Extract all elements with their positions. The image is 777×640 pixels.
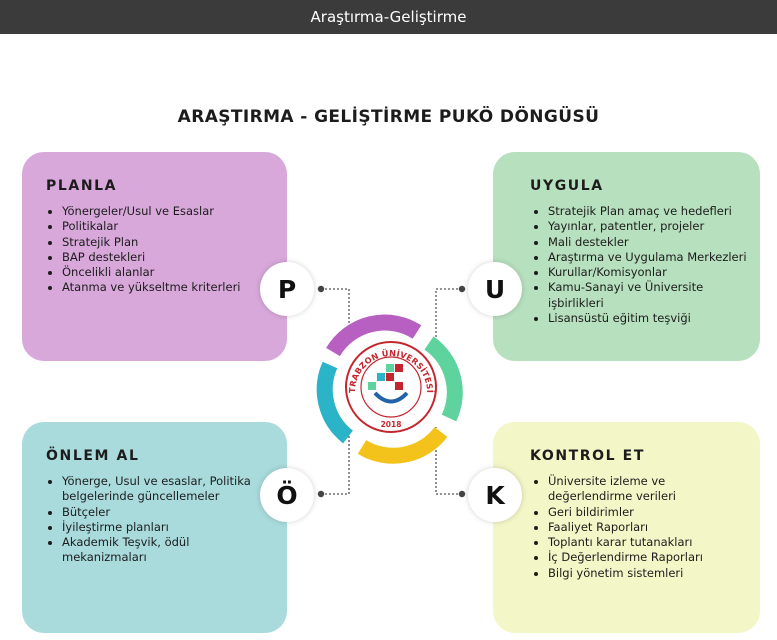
planla-heading: PLANLA	[46, 178, 118, 194]
connector-dot-u	[459, 286, 465, 292]
ring-segment-teal	[325, 365, 348, 437]
uygula-heading: UYGULA	[530, 178, 604, 194]
list-item: • Toplantı karar tutanakları	[548, 535, 750, 550]
list-item: • Politikalar	[62, 219, 267, 234]
planla-list	[46, 204, 267, 296]
list-item: • Yönergeler/Usul ve Esaslar	[62, 204, 267, 219]
ring-segment-yellow	[362, 432, 441, 456]
list-item: • Lisansüstü eğitim teşviği	[548, 311, 750, 326]
list-item: • Kamu-Sanayi ve Üniversite işbirlikleri	[548, 280, 750, 311]
card-uygula	[493, 152, 760, 361]
window-title: Araştırma-Geliştirme	[0, 0, 777, 34]
connector-dot-k	[459, 491, 465, 497]
list-item: • Geri bildirimler	[548, 505, 750, 520]
onlem-list	[46, 474, 267, 566]
list-item: • BAP destekleri	[62, 250, 267, 265]
list-item: • İyileştirme planları	[62, 520, 267, 535]
list-item: • Üniversite izleme ve değerlendirme verileri	[548, 474, 750, 505]
list-item: • Akademik Teşvik, ödül mekanizmaları	[62, 535, 267, 566]
letter-circle-k: K	[468, 468, 522, 522]
list-item: • Öncelikli alanlar	[62, 265, 267, 280]
logo-arc-text: TRABZON ÜNİVERSİTESİ	[346, 347, 436, 394]
letter-circle-p: P	[260, 262, 314, 316]
list-item: • Kurullar/Komisyonlar	[548, 265, 750, 280]
card-onlem-al	[22, 422, 287, 633]
list-item: • Araştırma ve Uygulama Merkezleri	[548, 250, 750, 265]
diagram-title: ARAŞTIRMA - GELİŞTİRME PUKÖ DÖNGÜSÜ	[177, 107, 600, 127]
university-logo	[346, 342, 436, 432]
list-item: • Stratejik Plan amaç ve hedefleri	[548, 204, 750, 219]
card-planla	[22, 152, 287, 361]
connector-dot-p	[318, 286, 324, 292]
uygula-list	[530, 204, 750, 326]
list-item: • Bilgi yönetim sistemleri	[548, 566, 750, 581]
letter-circle-o: Ö	[260, 468, 314, 522]
list-item: • Bütçeler	[62, 505, 267, 520]
list-item: • Atanma ve yükseltme kriterleri	[62, 280, 267, 295]
list-item: • Faaliyet Raporları	[548, 520, 750, 535]
connector-dot-o	[318, 491, 324, 497]
list-item: • Yönerge, Usul ve esaslar, Politika belgelerinde güncellemeler	[62, 474, 267, 505]
kontrol-list	[530, 474, 750, 581]
list-item: • Yayınlar, patentler, projeler	[548, 219, 750, 234]
list-item: • İç Değerlendirme Raporları	[548, 550, 750, 565]
onlem-heading: ÖNLEM AL	[46, 448, 140, 464]
letter-circle-u: U	[468, 262, 522, 316]
list-item: • Stratejik Plan	[62, 235, 267, 250]
kontrol-heading: KONTROL ET	[530, 448, 645, 464]
list-item: • Mali destekler	[548, 235, 750, 250]
logo-year: 2018	[380, 420, 402, 429]
connector-u	[436, 289, 462, 344]
card-kontrol-et	[493, 422, 760, 633]
